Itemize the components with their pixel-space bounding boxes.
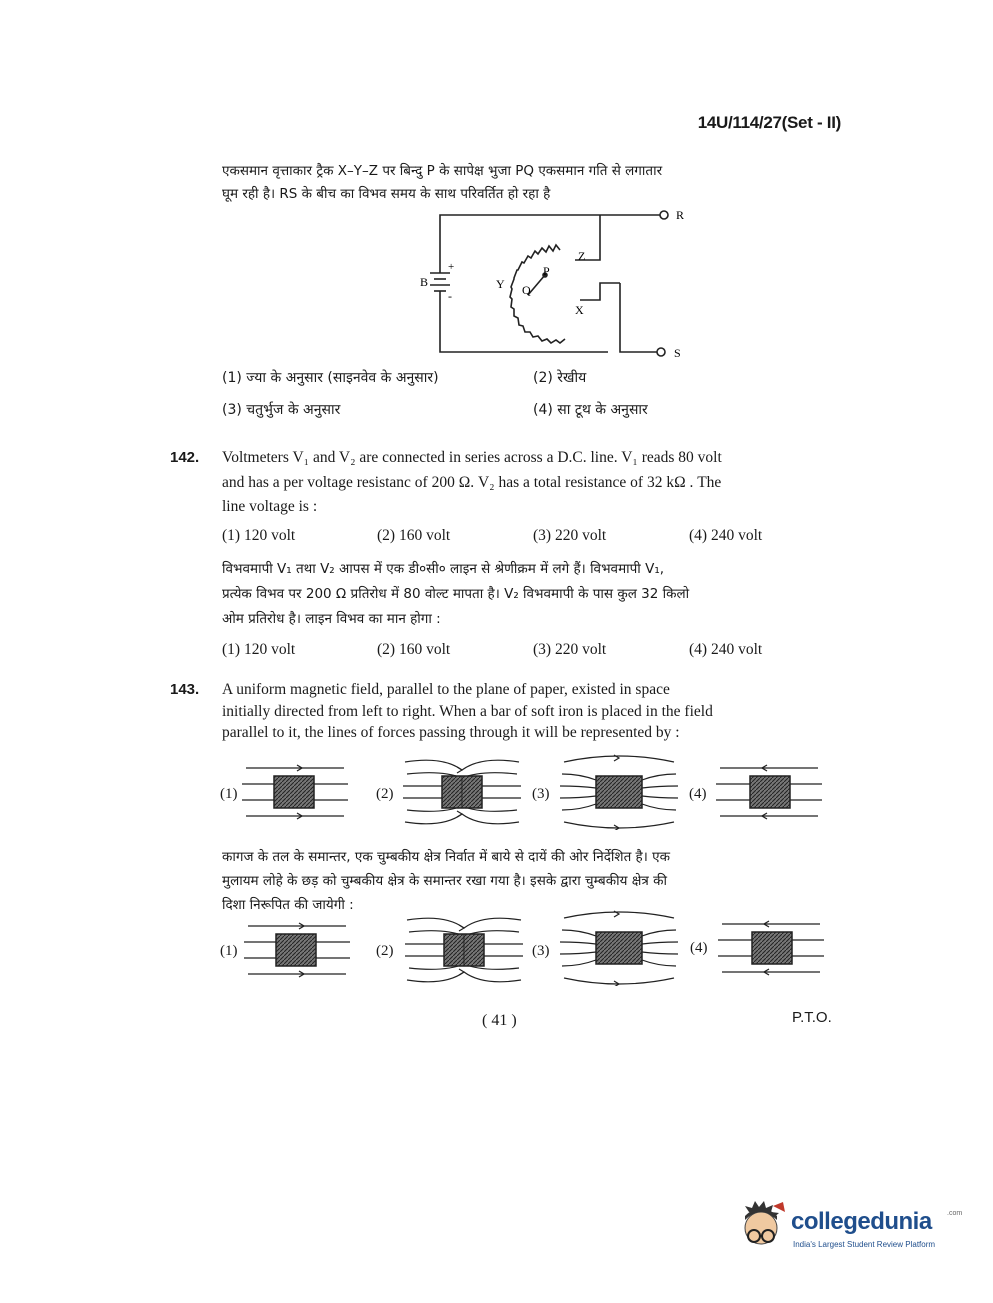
circuit-diagram xyxy=(410,200,700,365)
label-minus: - xyxy=(448,289,452,303)
q143-hindi-line-1: कागज के तल के समान्तर, एक चुम्बकीय क्षेत्र निर्वात में बाये से दायें की ओर निर्देशित है। एक xyxy=(222,849,670,865)
q143-fig-label-1: (1) xyxy=(220,786,238,802)
q142-hindi-line-2: प्रत्येक विभव पर 200 Ω प्रतिरोध में 80 वोल्ट मापता है। V₂ विभवमापी के पास कुल 32 किलो xyxy=(222,586,690,602)
terminal-s xyxy=(657,348,665,356)
paper-code: 14U/114/27(Set - II) xyxy=(697,113,841,132)
q142-line-3: line voltage is : xyxy=(222,498,318,515)
wire-top xyxy=(440,215,660,262)
q143-line-3: parallel to it, the lines of forces passing through it will be represented by : xyxy=(222,724,680,741)
q142-option-1: (1) 120 volt xyxy=(222,527,296,544)
q143-figure-4 xyxy=(716,762,822,822)
q143-figure-2 xyxy=(403,754,521,830)
q143-line-1: A uniform magnetic field, parallel to the plane of paper, existed in space xyxy=(222,681,670,698)
coil-track xyxy=(510,245,565,343)
q143-fig-label-2: (2) xyxy=(376,786,394,802)
label-plus: + xyxy=(448,261,455,273)
q143-hindi-figure-2 xyxy=(405,912,523,988)
logo-tagline: India's Largest Student Review Platform xyxy=(793,1240,936,1249)
terminal-r xyxy=(660,211,668,219)
q143-fig-label-4: (4) xyxy=(689,786,707,802)
q142-hindi-option-3: (3) 220 volt xyxy=(533,641,607,658)
q143-hindi-fig-label-4: (4) xyxy=(690,940,708,956)
q141-option-1: (1) ज्या के अनुसार (साइनवेव के अनुसार) xyxy=(222,370,439,386)
q143-hindi-figure-3 xyxy=(560,910,678,986)
label-s: S xyxy=(674,346,681,360)
wire-s xyxy=(620,283,657,352)
q143-hindi-fig-label-1: (1) xyxy=(220,943,238,959)
q142-hindi-option-2: (2) 160 volt xyxy=(377,641,451,658)
q142-hindi-line-3: ओम प्रतिरोध है। लाइन विभव का मान होगा : xyxy=(222,611,441,627)
q142-number: 142. xyxy=(170,449,200,466)
q142-hindi-option-1: (1) 120 volt xyxy=(222,641,296,658)
q143-figure-3 xyxy=(560,754,678,830)
q143-number: 143. xyxy=(170,681,200,698)
q142-line-2: and has a per voltage resistanc of 200 Ω. V₂ has a total resistance of 32 kΩ . The xyxy=(222,474,722,491)
q141-option-3: (3) चतुर्भुज के अनुसार xyxy=(222,402,341,418)
label-y: Y xyxy=(496,277,505,291)
mascot-icon xyxy=(735,1198,787,1256)
label-z: Z xyxy=(578,249,586,263)
q142-hindi-line-1: विभवमापी V₁ तथा V₂ आपस में एक डी०सी० लाइन से श्रेणीक्रम में लगे हैं। विभवमापी V₁, xyxy=(222,561,665,577)
label-x: X xyxy=(575,303,584,317)
logo-name: collegedunia xyxy=(791,1208,932,1235)
pto-label: P.T.O. xyxy=(792,1009,832,1026)
q141-hindi-line-1: एकसमान वृत्ताकार ट्रैक X–Y–Z पर बिन्दु P के सापेक्ष भुजा PQ एकसमान गति से लगातार xyxy=(222,163,663,179)
q143-line-2: initially directed from left to right. When a bar of soft iron is placed in the field xyxy=(222,703,713,720)
q143-hindi-line-3: दिशा निरूपित की जायेगी : xyxy=(222,897,354,913)
label-r: R xyxy=(676,208,685,222)
collegedunia-logo[interactable] xyxy=(735,1198,965,1258)
page-number: ( 41 ) xyxy=(482,1012,517,1029)
q143-figure-1 xyxy=(242,762,348,822)
q142-option-3: (3) 220 volt xyxy=(533,527,607,544)
logo-suffix: .com xyxy=(947,1210,963,1217)
label-b: B xyxy=(420,275,429,289)
q143-hindi-figure-4 xyxy=(718,918,824,978)
q143-hindi-figure-1 xyxy=(244,920,350,980)
q142-hindi-option-4: (4) 240 volt xyxy=(689,641,763,658)
q141-option-2: (2) रेखीय xyxy=(533,370,587,386)
q143-hindi-fig-label-2: (2) xyxy=(376,943,394,959)
q143-fig-label-3: (3) xyxy=(532,786,550,802)
label-q: Q xyxy=(522,283,531,297)
q142-line-1: Voltmeters V₁ and V₂ are connected in series across a D.C. line. V₁ reads 80 volt xyxy=(222,449,722,466)
q143-hindi-line-2: मुलायम लोहे के छड़ को चुम्बकीय क्षेत्र के समान्तर रखा गया है। इसके द्वारा चुम्बकीय क्षेत्र की xyxy=(222,873,667,889)
q141-hindi-line-2: घूम रही है। RS के बीच का विभव समय के साथ परिवर्तित हो रहा है xyxy=(222,186,551,202)
q142-option-4: (4) 240 volt xyxy=(689,527,763,544)
label-p: P xyxy=(543,264,550,278)
q141-option-4: (4) सा टूथ के अनुसार xyxy=(533,402,648,418)
q142-option-2: (2) 160 volt xyxy=(377,527,451,544)
q143-hindi-fig-label-3: (3) xyxy=(532,943,550,959)
